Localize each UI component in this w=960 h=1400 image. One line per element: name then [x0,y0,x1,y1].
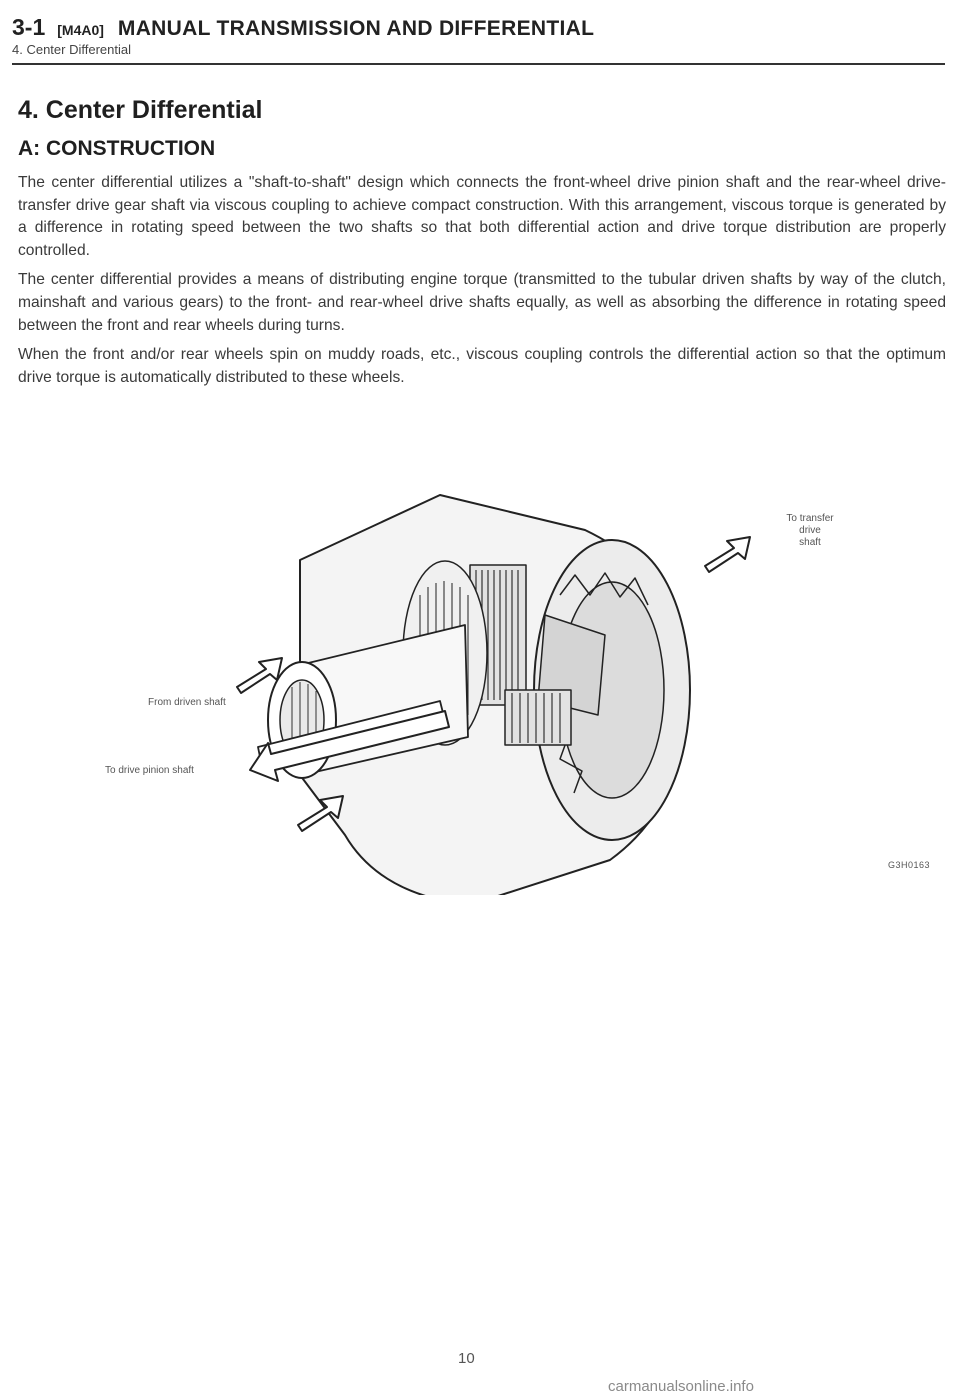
section-number: 3-1 [12,14,46,40]
page-header [12,14,947,57]
section-title: 4. Center Differential [18,96,263,124]
header-subtitle: 4. Center Differential [12,42,131,57]
subsection-title: A: CONSTRUCTION [18,137,216,160]
page-number: 10 [458,1350,475,1367]
header-title: MANUAL TRANSMISSION AND DIFFERENTIAL [117,17,595,40]
label-to-transfer-drive-shaft: To transfer drive shaft [786,513,834,548]
label-from-driven-shaft: From driven shaft [148,697,226,708]
header-rule [12,63,945,65]
label-to-drive-pinion-shaft: To drive pinion shaft [105,765,194,776]
paragraph: The center differential provides a means of distributing engine torque (transmitted to the tubular driven shafts by way of the clutch, mainshaft and various gears) to the front- and rear-wheel drive shafts equally, as well as absorbing the difference in rotating speed between the front and rear wheels during turns. [18,271,946,334]
paragraph: When the front and/or rear wheels spin on muddy roads, etc., viscous coupling controls the differential action so that the optimum drive torque is automatically distributed to these wheels. [18,346,946,386]
watermark: carmanualsonline.info [608,1378,754,1395]
paragraph: The center differential utilizes a "shaft-to-shaft" design which connects the front-wheel drive pinion shaft and the rear-wheel drive-transfer drive gear shaft via viscous coupling to achieve compact construction. With this arrangement, viscous torque is generated by a difference in rotating speed between the two shafts so that both differential action and drive torque distribution are properly controlled. [18,174,946,259]
model-code: [M4A0] [57,22,104,38]
figure-code: G3H0163 [888,860,931,870]
body-text [18,172,946,396]
